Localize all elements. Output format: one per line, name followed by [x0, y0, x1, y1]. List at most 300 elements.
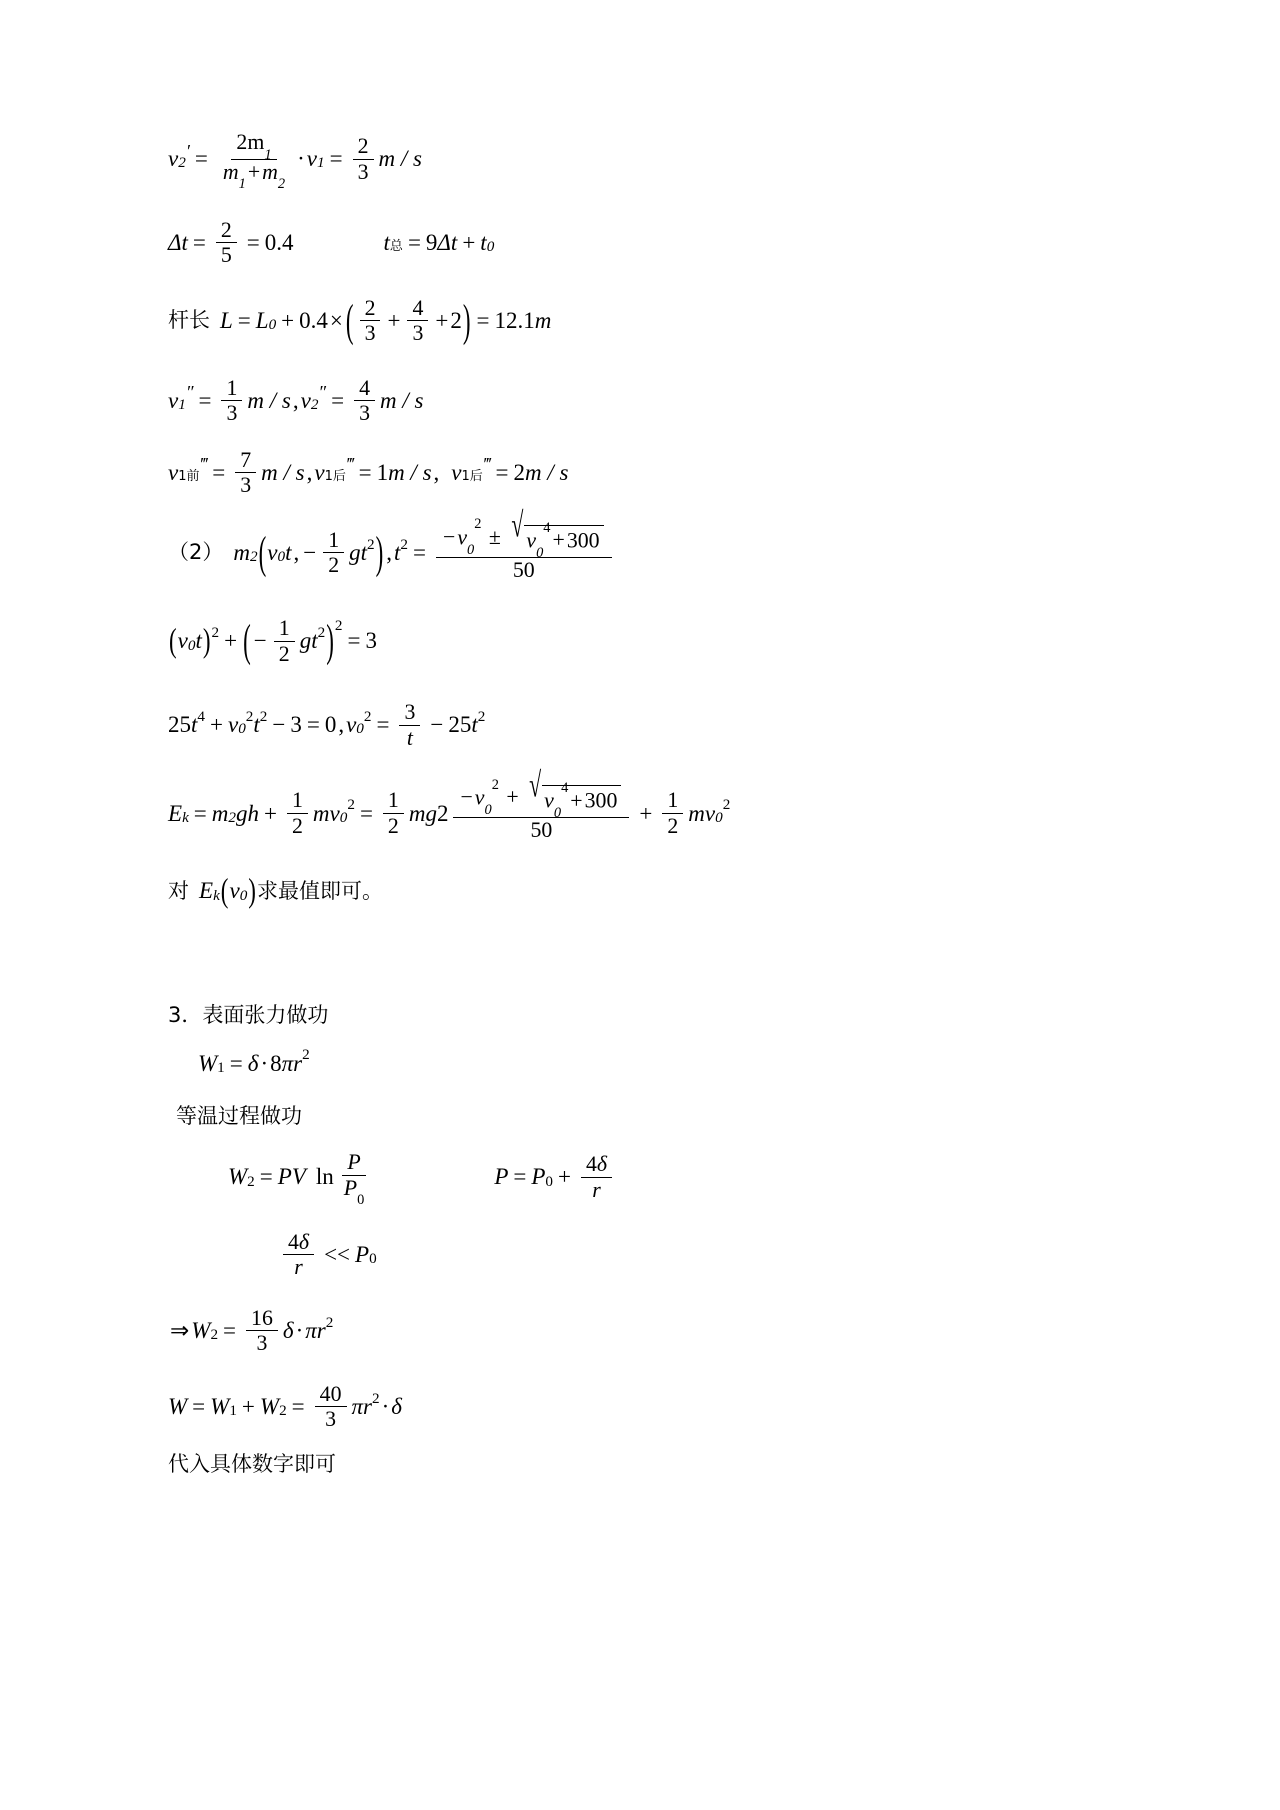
w1-r-sup: 2: [302, 1046, 310, 1064]
eq7-t2-sup: 2: [317, 624, 326, 642]
eq3-plus: +: [281, 308, 295, 334]
eq8-zero: 0: [324, 712, 337, 738]
eq7-g: g: [299, 628, 312, 654]
eq1-lhs-prime: ′: [185, 140, 190, 161]
equation-pythagoras: [168, 616, 1118, 666]
eq6-comma2: ,: [386, 540, 393, 566]
eq6-sqrt-v-sup: 4: [543, 519, 551, 536]
eq10-v0: v: [229, 878, 240, 904]
eq9-equals2: =: [359, 800, 373, 826]
wtot-equals2: =: [291, 1394, 305, 1420]
eq5-frac-a-den: 3: [240, 473, 252, 498]
eq1-frac-num-sub: 1: [264, 146, 272, 163]
eq6-rhs-minus: −: [443, 524, 456, 549]
eq5-equals3: =: [495, 460, 509, 486]
eq7-minus: −: [253, 628, 267, 654]
eq6-pm: ±: [488, 524, 501, 549]
eq8-minus2: −: [430, 712, 444, 738]
wtot-W: W: [168, 1394, 188, 1420]
eq6-rhs-v0-sub: 0: [467, 541, 475, 558]
eq9-sqrt-v-sub: 0: [553, 805, 562, 822]
eq8-equals: =: [306, 712, 320, 738]
eq8-frac-den: t: [406, 725, 413, 750]
eq9-vb: v: [704, 800, 716, 826]
eq6-radical-sign: √: [511, 505, 524, 545]
eq6-paren-close: ): [375, 527, 384, 578]
eq9-vb-sup: 2: [722, 796, 731, 814]
eq3-L0: L: [255, 308, 269, 334]
w2-fraction: [339, 1150, 370, 1209]
w2-equals: =: [259, 1164, 273, 1190]
eq8-t3-sup: 2: [477, 708, 486, 726]
w2res-W: W: [191, 1318, 211, 1344]
eq9-half3: [662, 788, 683, 838]
w2-frac-den-var: P: [343, 1175, 358, 1200]
eq9-g2: g: [425, 800, 437, 826]
w2res-pi: π: [305, 1318, 317, 1344]
w1-equals: =: [229, 1050, 243, 1076]
eq6-tsq-sup: 2: [400, 535, 409, 553]
eq3-term2-den: 3: [412, 321, 424, 346]
eq7-v0-sub: 0: [187, 636, 196, 654]
eqp-fraction: [581, 1152, 612, 1202]
wtot-pi: π: [351, 1394, 364, 1420]
eq1-v1-sub: 1: [317, 154, 325, 172]
label-isothermal: 等温过程做功: [176, 1104, 302, 1129]
eq2-fraction: [216, 218, 237, 268]
eq9-half3-den: 2: [667, 813, 679, 838]
eq6-radicand: [524, 519, 603, 562]
approx-frac-coef: 4: [288, 1230, 299, 1255]
eq7-paren2-open: (: [243, 615, 251, 666]
eq3-equals2: =: [476, 308, 490, 334]
eq8-t1-sup: 4: [197, 708, 205, 726]
eq9-equals: =: [193, 800, 207, 826]
eq9-big-num: [453, 766, 629, 822]
eq8-plus: +: [209, 712, 223, 738]
eq3-term3: 2: [450, 308, 462, 334]
eq8-c2: 25: [448, 712, 472, 738]
eq10-Ek-sub: k: [213, 886, 220, 904]
eq7-half-den: 2: [278, 641, 290, 666]
eq8-v0b-sup: 2: [363, 708, 372, 726]
eq10-paren-open: (: [220, 872, 229, 910]
eq6-sqrt-v: v: [526, 528, 537, 553]
eq9-half2-den: 2: [387, 813, 399, 838]
w2-frac-den-sub: 0: [357, 1192, 365, 1209]
eqp-frac-den: r: [592, 1177, 601, 1202]
w2-frac-den: [339, 1175, 370, 1209]
eq3-term1-den: 3: [364, 321, 376, 346]
eq10-Ek: E: [199, 878, 214, 904]
w1-coef: 8: [270, 1050, 282, 1076]
eq1-lhs-sub: 2: [178, 154, 186, 172]
approx-frac-num: [283, 1230, 314, 1255]
eq8-v0b: v: [346, 712, 357, 738]
eq8-v0-sup: 2: [245, 708, 254, 726]
eq9-half3-num: 1: [662, 788, 683, 813]
w2-ln: ln: [315, 1164, 334, 1190]
eq5-b-primes: ‴: [345, 454, 354, 475]
equation-w-total: [168, 1382, 1118, 1432]
eq10-text-b: 求最值即可。: [256, 878, 383, 903]
eq3-L: L: [220, 308, 233, 334]
eq1-lhs: v: [168, 146, 179, 172]
eq6-marker: （2）: [168, 540, 224, 565]
eq2-equals3: =: [407, 230, 421, 256]
eq9-frac-v-sub: 0: [484, 802, 492, 819]
eq9-half2-num: 1: [383, 788, 404, 813]
eq9-sqrt-const: 300: [584, 788, 618, 813]
eq5-frac-a-num: 7: [235, 448, 256, 473]
eq5-a-unit: m / s: [261, 460, 305, 486]
eq8-v0b-sub: 0: [356, 720, 364, 738]
eq9-big-fraction: [453, 766, 629, 843]
eq1-frac-den-b: m: [262, 159, 278, 184]
eq4-frac2-den: 3: [359, 401, 370, 426]
eq4-v2-primes: ″: [318, 382, 327, 403]
eq3-times: ×: [329, 308, 343, 334]
eq3-equals: =: [237, 308, 251, 334]
eq9-frac-minus: −: [460, 785, 473, 810]
eq7-outer-sup: 2: [334, 616, 343, 634]
eq7-equals: =: [347, 628, 361, 654]
eq5-b-val: 1: [376, 460, 389, 486]
eq4-frac1: [221, 376, 242, 426]
eq8-t2-sup: 2: [259, 708, 268, 726]
w1-delta: δ: [247, 1050, 259, 1076]
eq5-a-primes: ‴: [199, 454, 208, 475]
eq1-frac-num: [231, 130, 276, 163]
eq3-term2-num: 4: [407, 296, 428, 321]
eq5-equals: =: [212, 460, 226, 486]
eq9-sqrt-v: v: [544, 788, 554, 813]
eq6-half: [323, 528, 344, 578]
approx-frac-delta: δ: [298, 1230, 310, 1255]
eq2-t0-sub: 0: [486, 238, 495, 256]
eq9-radical-sign: √: [529, 766, 542, 805]
eq9-half2: [383, 788, 404, 838]
wtot-W1-sub: 1: [229, 1402, 237, 1420]
wtot-W2: W: [259, 1394, 280, 1420]
wtot-equals: =: [192, 1394, 206, 1420]
eq6-rhs-num: [436, 505, 612, 562]
eq2-frac-num: 2: [216, 218, 237, 243]
eq1-frac-den-b-sub: 2: [277, 176, 286, 193]
w2res-fraction: [246, 1306, 278, 1356]
eqp-equals: =: [513, 1164, 527, 1190]
eq4-frac1-den: 3: [226, 401, 238, 426]
eq1-dot: ·: [297, 146, 305, 172]
eq9-sqrt-v-sup: 4: [561, 780, 569, 797]
eq1-unit: m / s: [378, 146, 422, 172]
eq3-term2: [407, 296, 428, 346]
eq9-Ek: E: [168, 800, 183, 826]
wtot-delta: δ: [391, 1394, 402, 1420]
eq6-paren-open: (: [258, 527, 267, 578]
eq5-comma2: ,: [433, 460, 440, 486]
eq8-frac-num: 3: [399, 700, 420, 725]
eq8-minus: −: [272, 712, 286, 738]
wtot-frac-num: 40: [315, 1382, 347, 1407]
eq5-comma: ,: [306, 460, 313, 486]
eq1-frac-num-text: 2m: [236, 130, 265, 154]
eq6-v0: v: [267, 540, 278, 566]
eq1-equals: =: [194, 146, 208, 172]
eq6-tsq: t: [394, 540, 401, 566]
eq5-frac-a: [235, 448, 256, 498]
eq6-half-num: 1: [323, 528, 344, 553]
eq8-t2: t: [253, 712, 260, 738]
eq6-rhs-v0-sup: 2: [474, 516, 482, 533]
eq6-t2-sup: 2: [367, 535, 375, 553]
eq9-two: 2: [436, 800, 449, 826]
w2res-frac-den: 3: [256, 1331, 268, 1356]
eq3-mult-val: 0.4: [299, 308, 328, 334]
eq4-v2-sub: 2: [310, 396, 319, 414]
section-gap: [168, 904, 1118, 999]
approx-frac-den: r: [294, 1255, 303, 1280]
eq8-equals2: =: [376, 712, 390, 738]
eq1-frac-den-plus: +: [247, 159, 261, 184]
wtot-r-sup: 2: [371, 1389, 380, 1407]
eq2-plus: +: [462, 230, 476, 256]
eq6-m2: m: [233, 540, 250, 566]
eqp-plus: +: [558, 1164, 571, 1190]
equation-v2-prime: [168, 130, 1118, 193]
eq2-value: 0.4: [264, 230, 294, 256]
eq5-a-var: v: [168, 460, 179, 486]
eq2-dt: Δt: [437, 230, 458, 256]
eq6-sqrt-v-sub: 0: [536, 545, 544, 562]
eq1-result-fraction: [353, 134, 374, 184]
eq3-unit: m: [534, 308, 552, 334]
w2-sub: 2: [247, 1172, 255, 1190]
eq9-vb-sub: 0: [715, 808, 723, 826]
equation-part2: [168, 505, 1118, 583]
wtot-W2-sub: 2: [279, 1402, 287, 1420]
eq9-plus2: +: [639, 800, 653, 826]
eq4-v1: v: [168, 388, 179, 414]
eq1-frac-den: [218, 159, 290, 193]
eq1-result-den: 3: [357, 159, 369, 184]
eq9-v: v: [329, 800, 340, 826]
equation-kinetic-energy: [168, 766, 1118, 843]
wtot-dot: ·: [381, 1394, 390, 1420]
w1-dot: ·: [260, 1050, 269, 1076]
eq10-text-a: 对: [168, 878, 189, 903]
equation-v-double-prime: [168, 376, 1118, 426]
eq7-t: t: [195, 628, 202, 654]
eq9-half1-den: 2: [291, 813, 303, 838]
eq8-three: 3: [290, 712, 302, 738]
eq5-b-var: v: [314, 460, 325, 486]
eq1-equals2: =: [329, 146, 343, 172]
eq5-b-sub: 1后: [324, 468, 346, 484]
eq3-L0-sub: 0: [268, 316, 277, 334]
w2res-frac-num: 16: [246, 1306, 278, 1331]
eq3-paren-close: ): [462, 295, 471, 346]
w2-frac-num: P: [342, 1150, 365, 1175]
eq8-fraction: [399, 700, 420, 750]
wtot-W1: W: [210, 1394, 230, 1420]
w2res-r-sup: 2: [325, 1313, 334, 1331]
document-content: [168, 130, 1118, 1478]
eq9-m2: m: [211, 800, 229, 826]
final-note: 代入具体数字即可: [168, 1451, 336, 1476]
eq5-b-unit: m / s: [388, 460, 432, 486]
eqp-frac-delta: δ: [596, 1152, 608, 1177]
eq3-term1: [360, 296, 381, 346]
equation-quartic: [168, 700, 1118, 750]
w2res-dot: ·: [295, 1318, 304, 1344]
eq4-frac1-num: 1: [221, 376, 242, 401]
eq9-m2b: m: [408, 800, 426, 826]
eq2-t-var: t: [383, 230, 390, 256]
equation-approximation: [168, 1230, 1118, 1280]
eq9-radicand: [542, 780, 621, 822]
eq2-delta-t: Δt: [168, 230, 188, 256]
eq1-fraction: [218, 130, 290, 193]
w1-sub: 1: [217, 1058, 225, 1076]
eq2-t0: t: [480, 230, 487, 256]
eq9-Ek-sub: k: [182, 808, 189, 826]
equation-delta-t: [168, 218, 1118, 268]
eq2-equals: =: [192, 230, 206, 256]
eq9-big-den: 50: [530, 818, 553, 843]
eq1-result-num: 2: [353, 134, 374, 159]
eq5-c-sub: 1后: [461, 468, 483, 484]
eq3-result: 12.1: [494, 308, 535, 334]
eq9-half1: [287, 788, 308, 838]
eq7-paren1-open: (: [169, 622, 177, 659]
eq4-unit1: m / s: [247, 388, 291, 414]
eqp-P0-sub: 0: [545, 1172, 554, 1190]
eq8-v0-sub: 0: [238, 720, 246, 738]
eq7-paren1-close: ): [202, 622, 211, 659]
w2res-arrow: ⇒: [170, 1318, 190, 1344]
eq3-plus3: +: [435, 308, 449, 334]
eq6-rhs-v0: v: [457, 524, 468, 549]
eq6-sqrt-const: 300: [566, 528, 600, 553]
eq7-t2: t: [311, 628, 318, 654]
eq7-paren2-close: ): [326, 615, 334, 666]
eq5-c-unit: m / s: [524, 460, 569, 486]
eq6-half-den: 2: [328, 553, 340, 578]
eq7-half: [274, 616, 295, 666]
eq9-mb: m: [688, 800, 705, 826]
eq6-m2-sub: 2: [250, 548, 258, 566]
eq10-v0-sub: 0: [239, 886, 248, 904]
eq4-unit2: m / s: [379, 388, 424, 414]
eq2-equals2: =: [246, 230, 260, 256]
eq4-equals2: =: [331, 388, 345, 414]
w2-V: V: [291, 1164, 306, 1190]
equation-w2: [168, 1150, 1118, 1209]
eq5-c-primes: ‴: [482, 454, 491, 475]
approx-relation: <<: [324, 1242, 351, 1268]
eq8-v0: v: [227, 712, 239, 738]
eq1-v1: v: [306, 146, 318, 172]
eqp-frac-num: [581, 1152, 612, 1177]
eq8-t1: t: [191, 712, 198, 738]
eq5-c-val: 2: [513, 460, 525, 486]
eq7-v0: v: [177, 628, 188, 654]
eq9-m: m: [312, 800, 330, 826]
eq1-frac-den-a: m: [222, 159, 239, 184]
eq9-h: h: [247, 800, 259, 826]
eq2-t-sub: 总: [389, 238, 403, 254]
eq8-comma: ,: [338, 712, 345, 738]
eq9-plus: +: [264, 800, 277, 826]
eq9-frac-v: v: [474, 785, 485, 810]
equation-v-triple-prime: [168, 448, 1118, 498]
eq6-t: t: [285, 540, 292, 566]
equation-w2-result: [168, 1306, 1118, 1356]
eq7-result: 3: [365, 628, 377, 654]
note-find-extremum: [168, 872, 1118, 910]
wtot-frac-den: 3: [325, 1407, 337, 1432]
eq4-comma: ,: [292, 388, 299, 414]
eqp-frac-coef: 4: [586, 1152, 597, 1177]
wtot-r: r: [363, 1394, 372, 1420]
eq3-term1-num: 2: [360, 296, 381, 321]
approx-P0: P: [355, 1242, 370, 1268]
eq6-minus: −: [303, 540, 317, 566]
eq6-t2: t: [360, 540, 368, 566]
eq6-comma: ,: [293, 540, 300, 566]
eq3-paren-open: (: [345, 295, 354, 346]
eq6-equals: =: [413, 540, 426, 566]
equation-rod-length: [168, 296, 1118, 346]
eq6-g: g: [349, 540, 361, 566]
w1-r: r: [293, 1050, 303, 1076]
eq9-g: g: [236, 800, 248, 826]
w2res-equals: =: [223, 1318, 237, 1344]
eq6-sqrt: [511, 505, 603, 562]
eq5-equals2: =: [358, 460, 372, 486]
w2-P: P: [277, 1164, 292, 1190]
eq4-v1-sub: 1: [178, 396, 186, 414]
equation-w1: [168, 1046, 1118, 1076]
w2res-r: r: [316, 1318, 326, 1344]
eq10-paren-close: ): [248, 872, 256, 910]
eq9-frac-v-sup: 2: [491, 776, 499, 793]
eq3-plus2: +: [387, 308, 401, 334]
section3-heading: 3．表面张力做功: [168, 1002, 329, 1027]
eq4-frac2: [354, 376, 375, 426]
eq2-coef: 9: [425, 230, 438, 256]
eq5-a-sub: 1前: [178, 468, 200, 484]
eq7-half-num: 1: [274, 616, 295, 641]
w2-W: W: [228, 1164, 248, 1190]
eq8-t3: t: [471, 712, 478, 738]
eq9-frac-plus: +: [506, 785, 519, 810]
w2res-sub: 2: [210, 1326, 219, 1344]
eq6-rhs-fraction: [436, 505, 612, 583]
eq9-half1-num: 1: [287, 788, 308, 813]
eq4-v2: v: [300, 388, 311, 414]
eq4-v1-primes: ″: [185, 382, 194, 403]
eq2-frac-den: 5: [220, 243, 232, 268]
eq6-rhs-den: 50: [512, 557, 535, 582]
eq4-equals: =: [198, 388, 212, 414]
eq9-sqrt: [529, 766, 621, 822]
eq6-v0-sub: 0: [277, 548, 286, 566]
wtot-fraction: [315, 1382, 347, 1432]
eq4-frac2-num: 4: [354, 376, 375, 401]
eqp-P0: P: [531, 1164, 546, 1190]
